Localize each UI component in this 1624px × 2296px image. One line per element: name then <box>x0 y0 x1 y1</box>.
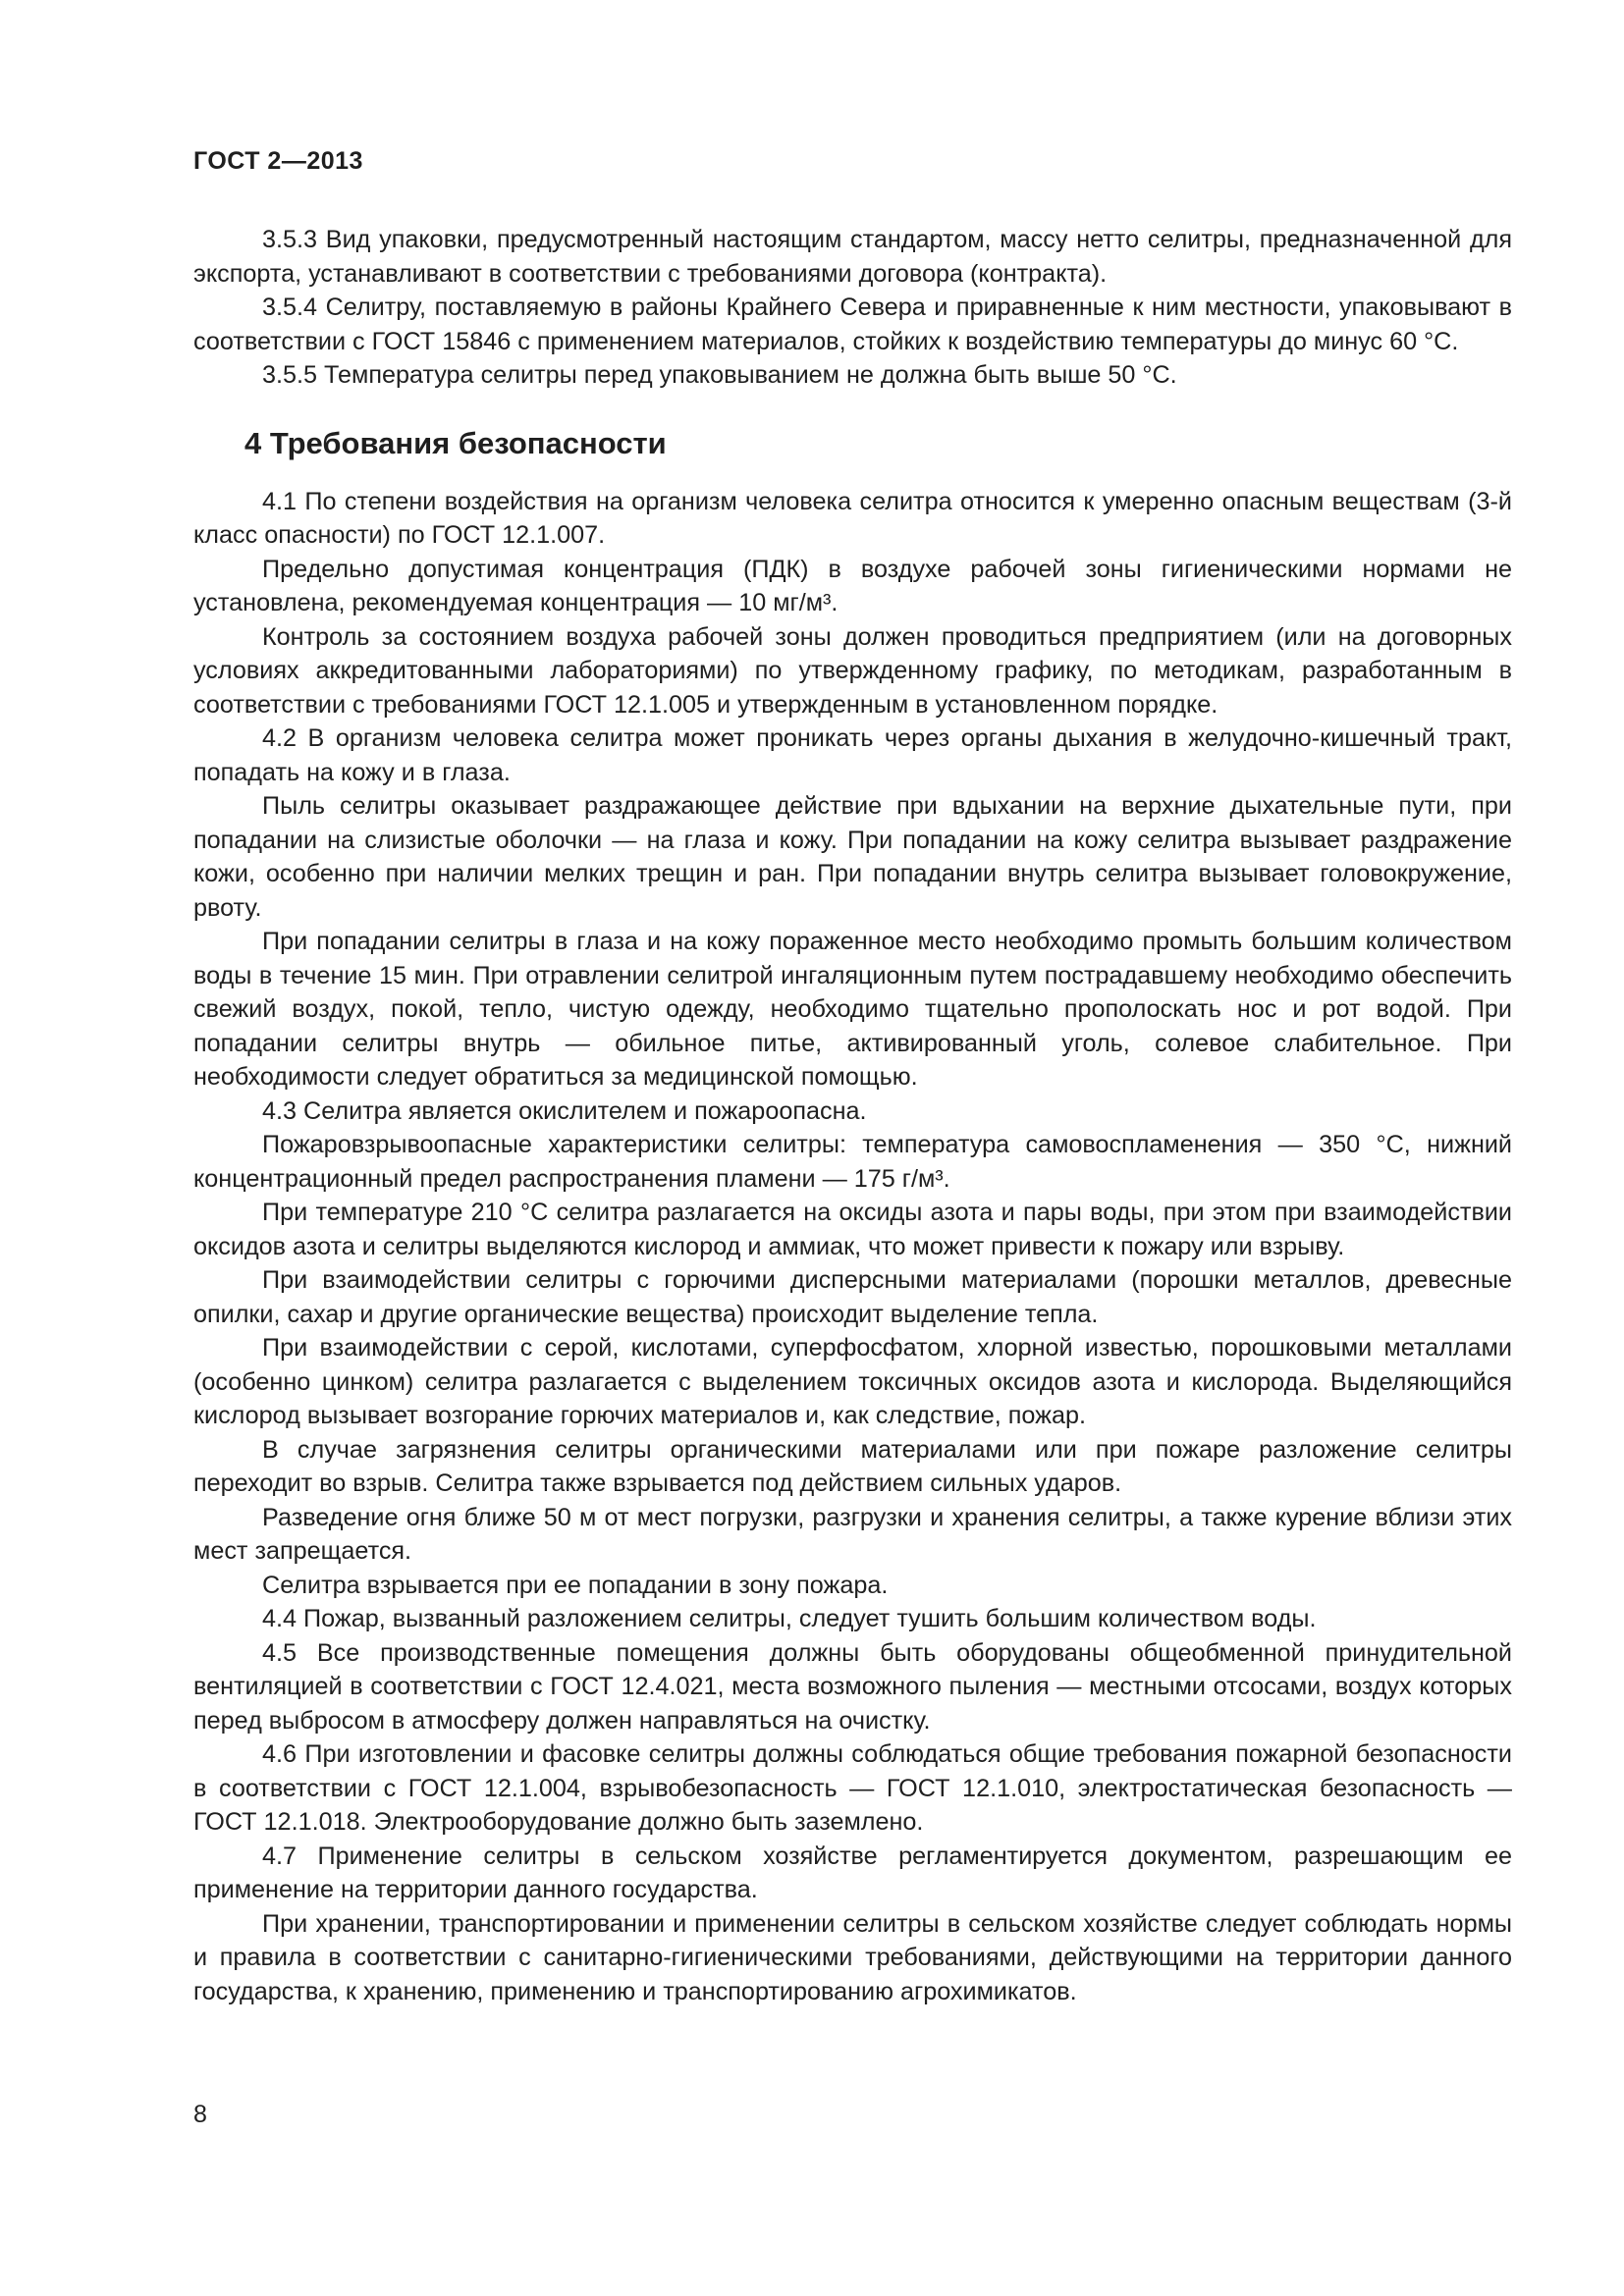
paragraph-explosion: В случае загрязнения селитры органическими материалами или при пожаре разложение селитры переходит во взрыв. Селитра также взрывается под действием сильных ударов. <box>193 1435 1512 1497</box>
paragraph-dust: Пыль селитры оказывает раздражающее действие при вдыхании на верхние дыхательные пути, при попадании на слизистые оболочки — на глаза и кожу. При попадании на кожу селитра вызывает раздражение кожи, особенно при наличии мелких трещин и ран. При попадании внутрь селитра вызывает головокружение, рвоту. <box>193 792 1512 922</box>
paragraph-air-control: Контроль за состоянием воздуха рабочей зоны должен проводиться предприятием (или на договорных условиях аккредитованными лабораториями) по утвержденному графику, по методикам, разработанным в соответствии с требованиями ГОСТ 12.1.005 и утвержденным в установленном порядке. <box>193 622 1512 719</box>
paragraph-4-5: 4.5 Все производственные помещения должны быть оборудованы общеобменной принудительной вентиляцией в соответствии с ГОСТ 12.4.021, места возможного пыления — местными отсосами, воздух которых перед выбросом в атмосферу должен направляться на очистку. <box>193 1638 1512 1735</box>
paragraph-3-5-5: 3.5.5 Температура селитры перед упаковыванием не должна быть выше 50 °С. <box>262 361 1177 389</box>
page-number: 8 <box>193 2101 207 2128</box>
paragraph-fire-characteristics: Пожаровзрывоопасные характеристики селитры: температура самовоспламенения — 350 °С, нижний концентрационный предел распространения пламени — 175 г/м³. <box>193 1131 1512 1193</box>
paragraph-fire-zone: Селитра взрывается при ее попадании в зону пожара. <box>262 1571 889 1599</box>
paragraph-4-2: 4.2 В организм человека селитра может проникать через органы дыхания в желудочно-кишечный тракт, попадать на кожу и в глаза. <box>193 724 1512 786</box>
section-heading: 4 Требования безопасности <box>244 425 667 460</box>
paragraph-4-6: 4.6 При изготовлении и фасовке селитры должны соблюдаться общие требования пожарной безопасности в соответствии с ГОСТ 12.1.004, взрывобезопасность — ГОСТ 12.1.010, электростатическая безопасность — ГОСТ 12.1.018. Электрооборудование должно быть заземлено. <box>193 1740 1512 1836</box>
paragraph-storage: При хранении, транспортировании и применении селитры в сельском хозяйстве следует соблюдать нормы и правила в соответствии с санитарно-гигиеническими требованиями, действующими на территории данного государства, к хранению, применению и транспортированию агрохимикатов. <box>193 1909 1512 2005</box>
paragraph-4-3: 4.3 Селитра является окислителем и пожароопасна. <box>262 1096 867 1125</box>
paragraph-4-7: 4.7 Применение селитры в сельском хозяйстве регламентируется документом, разрешающим ее применение на территории данного государства. <box>193 1842 1512 1903</box>
paragraph-toxic-oxides: При взаимодействии с серой, кислотами, суперфосфатом, хлорной известью, порошковыми металлами (особенно цинком) селитра разлагается с выделением токсичных оксидов азота и кислорода. Выделяющийся кислород вызывает возгорание горючих материалов и, как следствие, пожар. <box>193 1334 1512 1429</box>
page-content <box>193 223 1512 2008</box>
paragraph-first-aid: При попадании селитры в глаза и на кожу пораженное место необходимо промыть большим количеством воды в течение 15 мин. При отравлении селитрой ингаляционным путем пострадавшему необходимо обеспечить свежий воздух, покой, тепло, чистую одежду, необходимо тщательно прополоскать нос и рот водой. При попадании селитры внутрь — обильное питье, активированный уголь, солевое слабительное. При необходимости следует обратиться за медицинской помощью. <box>193 928 1512 1091</box>
paragraph-3-5-4: 3.5.4 Селитру, поставляемую в районы Крайнего Севера и приравненные к ним местности, упаковывают в соответствии с ГОСТ 15846 с применением материалов, стойких к воздействию температуры до минус 60 °С. <box>193 294 1512 355</box>
standard-header: ГОСТ 2—2013 <box>193 147 363 175</box>
paragraph-3-5-3: 3.5.3 Вид упаковки, предусмотренный настоящим стандартом, массу нетто селитры, предназначенной для экспорта, устанавливают в соответствии с требованиями договора (контракта). <box>193 226 1512 288</box>
paragraph-decomposition: При температуре 210 °С селитра разлагается на оксиды азота и пары воды, при этом при взаимодействии оксидов азота и селитры выделяются кислород и аммиак, что может привести к пожару или взрыву. <box>193 1199 1512 1260</box>
paragraph-pdk: Предельно допустимая концентрация (ПДК) в воздухе рабочей зоны гигиеническими нормами не установлена, рекомендуемая концентрация — 10 мг/м³. <box>193 555 1512 616</box>
paragraph-4-4: 4.4 Пожар, вызванный разложением селитры, следует тушить большим количеством воды. <box>262 1605 1317 1632</box>
paragraph-4-1: 4.1 По степени воздействия на организм человека селитра относится к умеренно опасным веществам (3-й класс опасности) по ГОСТ 12.1.007. <box>193 487 1512 549</box>
paragraph-fire-ban: Разведение огня ближе 50 м от мест погрузки, разгрузки и хранения селитры, а также курение вблизи этих мест запрещается. <box>193 1503 1512 1565</box>
paragraph-heat-release: При взаимодействии селитры с горючими дисперсными материалами (порошки металлов, древесные опилки, сахар и другие органические вещества) происходит выделение тепла. <box>193 1266 1512 1328</box>
